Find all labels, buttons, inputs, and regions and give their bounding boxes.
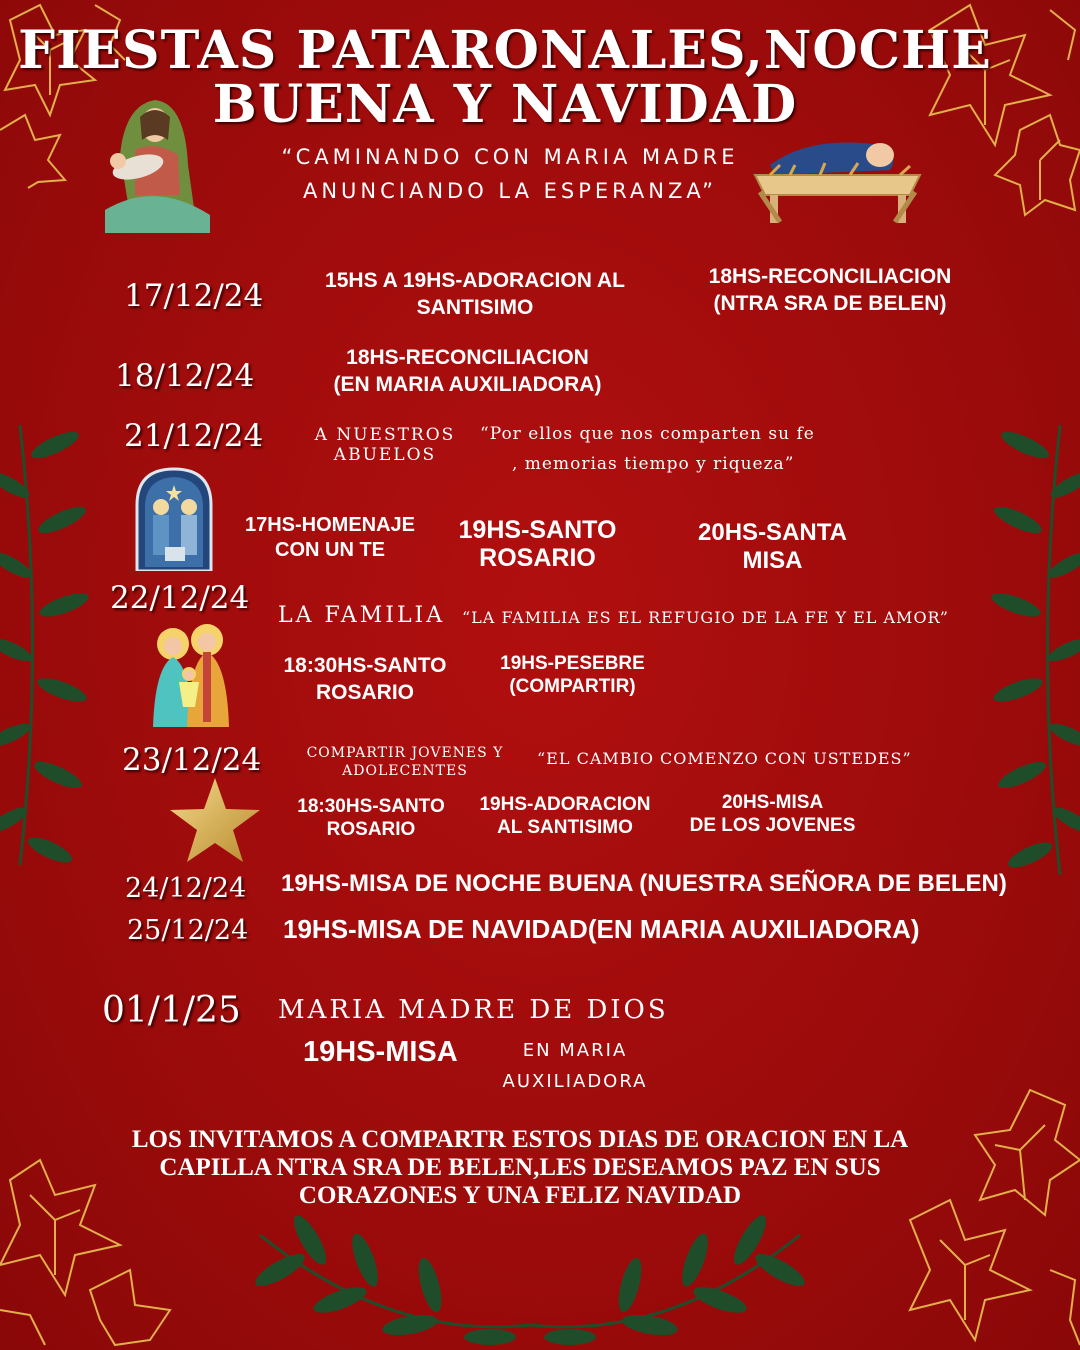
event-place-01	[485, 1035, 665, 1097]
event-adoracion	[290, 267, 660, 321]
date-17-12: 17/12/24	[124, 278, 264, 314]
date-24-12: 24/12/24	[125, 873, 247, 904]
event-line: 15HS A 19HS-ADORACION AL	[325, 269, 625, 292]
baby-in-manger-icon	[750, 130, 925, 225]
event-line: 18:30HS-SANTO	[297, 796, 445, 817]
event-line: (COMPARTIR)	[509, 676, 636, 697]
green-laurel-branch-icon	[0, 425, 90, 865]
holy-family-icon	[143, 622, 235, 730]
mary-with-child-icon	[100, 95, 215, 235]
quote-abuelos-line2: , memorias tiempo y riqueza”	[512, 454, 795, 474]
theme-line: ABUELOS	[333, 445, 437, 465]
event-misa-jovenes	[675, 791, 870, 837]
event-adoracion-23	[465, 793, 665, 839]
event-line: CON UN TE	[275, 539, 385, 561]
page-title-line1: FIESTAS PATARONALES,NOCHE	[18, 20, 992, 81]
event-line: (NTRA SRA DE BELEN)	[713, 292, 947, 315]
event-rosario-23	[282, 795, 460, 841]
quote-jovenes: “EL CAMBIO COMENZO CON USTEDES”	[537, 749, 912, 768]
event-rosario-22	[265, 652, 465, 706]
event-line: 19HS-ADORACION	[479, 794, 651, 815]
event-line: 19HS-SANTO	[458, 516, 617, 544]
green-laurel-branch-icon	[250, 1215, 810, 1350]
event-line: ROSARIO	[326, 819, 416, 840]
event-line: 20HS-MISA	[721, 792, 824, 813]
closing-line: LOS INVITAMOS A COMPARTR ESTOS DIAS DE ORACION EN LA	[131, 1126, 909, 1153]
event-navidad: 19HS-MISA DE NAVIDAD(EN MARIA AUXILIADORA)	[283, 914, 920, 944]
theme-jovenes	[285, 744, 525, 780]
stained-glass-nativity-icon	[135, 467, 213, 571]
event-misa-21	[680, 519, 865, 575]
event-misa-01: 19HS-MISA	[303, 1036, 458, 1068]
date-18-12: 18/12/24	[115, 358, 255, 394]
event-line: 20HS-SANTA	[698, 519, 847, 546]
gold-star-icon	[168, 776, 262, 864]
event-noche-buena: 19HS-MISA DE NOCHE BUENA (NUESTRA SEÑORA DE BELEN)	[281, 870, 1007, 897]
event-line: 17HS-HOMENAJE	[244, 514, 416, 536]
event-line: (EN MARIA AUXILIADORA)	[333, 373, 602, 396]
gold-ivy-leaf-icon	[880, 1080, 1080, 1350]
date-23-12: 23/12/24	[122, 742, 262, 778]
event-pesebre	[480, 652, 665, 698]
event-reconciliacion-auxiliadora	[290, 344, 645, 398]
event-line: 18HS-RECONCILIACION	[708, 265, 952, 288]
place-line: AUXILIADORA	[502, 1071, 648, 1092]
theme-abuelos	[300, 425, 470, 465]
date-01-01: 01/1/25	[102, 990, 241, 1031]
event-line: 18:30HS-SANTO	[283, 654, 447, 677]
green-laurel-branch-icon	[990, 425, 1080, 875]
closing-line: CORAZONES Y UNA FELIZ NAVIDAD	[298, 1182, 742, 1209]
event-reconciliacion-belen	[670, 263, 990, 317]
theme-maria-madre: MARIA MADRE DE DIOS	[278, 995, 669, 1025]
subtitle-line1: “CAMINANDO CON MARIA MADRE	[281, 145, 739, 169]
closing-message	[60, 1126, 980, 1210]
theme-familia: LA FAMILIA	[278, 603, 446, 628]
event-line: AL SANTISIMO	[497, 817, 633, 838]
date-21-12: 21/12/24	[124, 418, 264, 454]
event-line: DE LOS JOVENES	[689, 815, 856, 836]
event-rosario-21	[440, 516, 635, 572]
event-line: ROSARIO	[479, 544, 596, 572]
event-line: ROSARIO	[315, 681, 414, 704]
quote-abuelos-line1: “Por ellos que nos comparten su fe	[480, 424, 815, 444]
place-line: EN MARIA	[522, 1040, 628, 1061]
theme-line: COMPARTIR JOVENES Y	[306, 745, 504, 761]
theme-line: A NUESTROS	[314, 425, 456, 445]
page-title-line2: BUENA Y NAVIDAD	[212, 74, 798, 135]
event-line: SANTISIMO	[416, 296, 534, 319]
event-line: MISA	[742, 547, 803, 574]
event-homenaje	[225, 513, 435, 563]
subtitle-line2: ANUNCIANDO LA ESPERANZA”	[302, 179, 718, 203]
date-25-12: 25/12/24	[127, 915, 249, 946]
event-line: 19HS-PESEBRE	[500, 653, 645, 674]
theme-line: ADOLECENTES	[342, 763, 468, 779]
event-line: 18HS-RECONCILIACION	[346, 346, 589, 369]
closing-line: CAPILLA NTRA SRA DE BELEN,LES DESEAMOS PAZ EN SUS	[159, 1154, 881, 1181]
date-22-12: 22/12/24	[110, 580, 250, 616]
quote-familia: “LA FAMILIA ES EL REFUGIO DE LA FE Y EL AMOR”	[462, 608, 949, 627]
